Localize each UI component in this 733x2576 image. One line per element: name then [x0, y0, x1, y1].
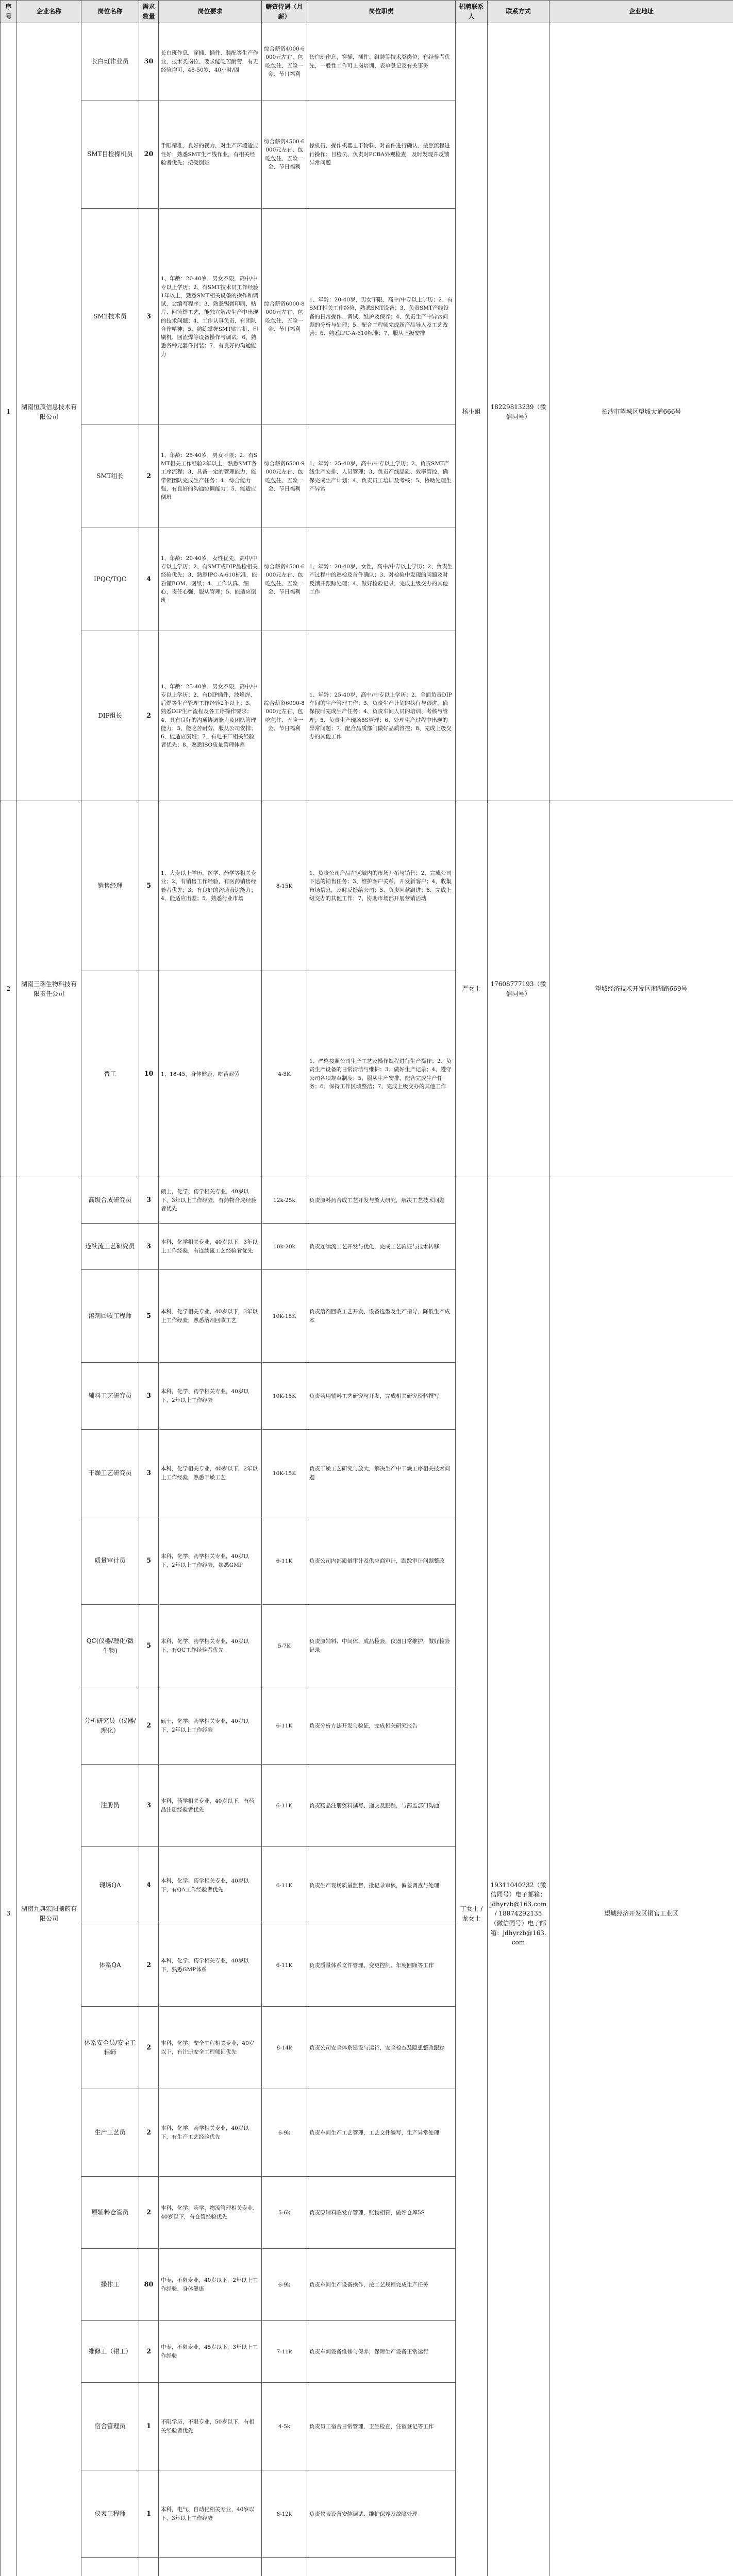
job-count: 1 — [139, 2383, 159, 2470]
job-position: 溶剂回收工程师 — [81, 1270, 139, 1363]
job-salary: 8-14k — [262, 2007, 307, 2089]
job-duties: 操机员、操作机器上下物料、对首件进行确认、按照流程进行操作；目检员、负责对PCBA外观检查，及时发现并反馈异常问题 — [307, 100, 456, 209]
company-contact: 丁女士 / 龙女士 — [456, 1177, 488, 2576]
job-count: 3 — [139, 209, 159, 425]
job-count: 4 — [139, 1847, 159, 1924]
table-row — [1, 1177, 733, 1224]
job-position: SMT组长 — [81, 425, 139, 528]
job-count: 10 — [139, 971, 159, 1177]
table-row — [1, 23, 733, 100]
job-count: 2 — [139, 2089, 159, 2177]
company-contact: 严女士 — [456, 801, 488, 1177]
job-count: 2 — [139, 2177, 159, 2249]
job-salary: 5-6k — [262, 2177, 307, 2249]
job-count: 80 — [139, 2249, 159, 2321]
job-position: 操作工 — [81, 2249, 139, 2321]
company-name: 湖南恒茂信息技术有限公司 — [17, 23, 81, 801]
job-duties: 负责分析方法开发与验证，完成相关研究报告 — [307, 1687, 456, 1765]
col-header-index: 序号 — [1, 1, 17, 23]
job-salary: 5-7K — [262, 1605, 307, 1687]
job-duties: 负责原料药合成工艺开发与放大研究，解决工艺技术问题 — [307, 1177, 456, 1224]
job-salary: 6-11K — [262, 1847, 307, 1924]
job-requirements: 不限学历，不限专业，50岁以下，有相关经验者优先 — [159, 2383, 262, 2470]
job-salary: 6-11K — [262, 1924, 307, 2007]
company-address: 望城经济技术开发区湘湖路669号 — [549, 801, 733, 1177]
job-position: 质量审计员 — [81, 1517, 139, 1605]
job-count: 2 — [139, 1924, 159, 2007]
col-header-salary: 薪资待遇（月薪） — [262, 1, 307, 23]
job-requirements: 本科，电气、自动化相关专业，40岁以下，3年以上工作经验 — [159, 2470, 262, 2558]
company-index: 2 — [1, 801, 17, 1177]
job-duties: 负责药用辅料工艺研究与开发，完成相关研究资料撰写 — [307, 1363, 456, 1430]
job-position: 销售经理 — [81, 801, 139, 971]
job-requirements: 本科，化学相关专业，40岁以下，2年以上工作经验，熟悉干燥工艺 — [159, 1430, 262, 1517]
job-position: 干燥工艺研究员 — [81, 1430, 139, 1517]
col-header-position: 岗位名称 — [81, 1, 139, 23]
job-salary: 综合薪资4500-6000元左右、包吃包住、五险一金、节日福利 — [262, 528, 307, 631]
job-duties: 负责生产现场质量监督，批记录审核，偏差调查与处理 — [307, 1847, 456, 1924]
job-count: 2 — [139, 631, 159, 801]
job-salary: 12k-25k — [262, 1177, 307, 1224]
job-salary — [262, 2558, 307, 2576]
job-duties: 负责原辅料收发存管理，账物相符，做好仓库5S — [307, 2177, 456, 2249]
job-salary: 10k-20k — [262, 1224, 307, 1270]
table-body — [1, 23, 733, 2576]
job-position — [81, 2558, 139, 2576]
job-position: QC(仪器/理化/微生物) — [81, 1605, 139, 1687]
company-phone: 17608777193（微信同号） — [488, 801, 549, 1177]
job-duties: 负责车间生产工艺管理，工艺文件编写，生产异常处理 — [307, 2089, 456, 2177]
job-salary: 4-5k — [262, 2383, 307, 2470]
job-requirements: 本科，化学、药学相关专业，40岁以下，有QA工作经验者优先 — [159, 1847, 262, 1924]
job-duties: 长白班作息，穿插、插件、组装等技术类岗位；有经验者优先，一般性工作可上岗培训、表单登记及有关事务 — [307, 23, 456, 100]
job-duties: 负责连续流工艺开发与优化，完成工艺验证与技术转移 — [307, 1224, 456, 1270]
job-position: 高级合成研究员 — [81, 1177, 139, 1224]
company-phone: 18229813239（微信同号） — [488, 23, 549, 801]
job-salary: 7-11k — [262, 2321, 307, 2383]
col-header-duties: 岗位职责 — [307, 1, 456, 23]
job-count: 2 — [139, 1687, 159, 1765]
job-position: 长白班作业员 — [81, 23, 139, 100]
job-position: 宿舍管理员 — [81, 2383, 139, 2470]
job-requirements: 本科，化学、药学相关专业，40岁以下，2年以上工作经验，熟悉GMP — [159, 1517, 262, 1605]
job-requirements: 本科，化学、药学相关专业，40岁以下，有QC工作经验者优先 — [159, 1605, 262, 1687]
job-position: 注册员 — [81, 1765, 139, 1847]
job-requirements: 本科，药学相关专业，40岁以下，有药品注册经验者优先 — [159, 1765, 262, 1847]
job-position: 体系QA — [81, 1924, 139, 2007]
company-address: 长沙市望城区望城大道666号 — [549, 23, 733, 801]
col-header-count: 需求数量 — [139, 1, 159, 23]
job-requirements — [159, 2558, 262, 2576]
job-duties: 负责原辅料、中间体、成品检验，仪器日常维护，做好检验记录 — [307, 1605, 456, 1687]
job-position: 体系安全员/安全工程师 — [81, 2007, 139, 2089]
job-requirements: 本科，化学相关专业，40岁以下，3年以上工作经验，有连续流工艺经验者优先 — [159, 1224, 262, 1270]
company-phone: 19311040232（微信同号）电子邮箱：jdhyrzb@163.com / 18874292135（微信同号）电子邮箱：jdhyrzb@163.com — [488, 1177, 549, 2576]
job-duties: 负责车间设备维修与保养，保障生产设备正常运行 — [307, 2321, 456, 2383]
col-header-company: 企业名称 — [17, 1, 81, 23]
job-requirements: 1、年龄：25-40岁，男女不限，高中/中专以上学历；2、有DIP插件、波峰焊、后焊等生产管理工作经验2年以上；3、熟悉DIP生产流程及各工序操作要求；4、具有良好的沟通协调能力及团队管理能力；5、能吃苦耐劳，服从公司安排；6、能适应倒班；7、有电子厂相关经验者优先；8、熟悉ISO质量管理体系 — [159, 631, 262, 801]
job-position: 原辅料仓管员 — [81, 2177, 139, 2249]
job-duties: 负责溶剂回收工艺开发、设备选型及生产指导，降低生产成本 — [307, 1270, 456, 1363]
company-contact: 杨小姐 — [456, 23, 488, 801]
job-duties: 1、年龄：20-40岁，女性，高中/中专以上学历；2、负责生产过程中的巡检及首件确认；3、对检验中发现的问题及时反馈并跟踪处理；4、做好检验记录，完成上级交办的其他工作 — [307, 528, 456, 631]
job-duties: 1、年龄：25-40岁，高中/中专以上学历；2、负责SMT产线生产安排、人员管理；3、负责产线品质、效率管控，确保完成生产计划；4、负责员工培训及考核；5、协助处理生产异常 — [307, 425, 456, 528]
job-requirements: 中专，不限专业，40岁以下，2年以上工作经验，身体健康 — [159, 2249, 262, 2321]
job-requirements: 硕士，化学、药学相关专业，40岁以下，2年以上工作经验 — [159, 1687, 262, 1765]
job-duties: 负责公司安全体系建设与运行，安全检查及隐患整改跟踪 — [307, 2007, 456, 2089]
job-duties: 1、年龄：20-40岁，男女不限、高中/中专以上学历；2、有SMT相关工作经验，熟悉SMT设备；3、负责SMT产线设备的日常操作、调试、维护及保养；4、负责生产中异常问题的分析与处理；5、配合工程师完成新产品导入及工艺改善；6、熟悉IPC-A-610标准；7、服从上级安排 — [307, 209, 456, 425]
job-position: 辅料工艺研究员 — [81, 1363, 139, 1430]
job-count: 1 — [139, 2470, 159, 2558]
job-count: 2 — [139, 425, 159, 528]
job-requirements: 本科，化学、安全工程相关专业，40岁以下，有注册安全工程师证优先 — [159, 2007, 262, 2089]
job-duties: 1、严格按照公司生产工艺及操作规程进行生产操作；2、负责生产设备的日常清洁与维护；3、做好生产记录；4、遵守公司各项规章制度；5、服从生产安排，配合完成生产任务；6、保持工作区域整洁；7、完成上级交办的其他工作 — [307, 971, 456, 1177]
job-duties: 1、负责公司产品在区域内的市场开拓与销售；2、完成公司下达的销售任务；3、维护客户关系，开发新客户；4、收集市场信息，及时反馈给公司；5、负责回款跟进；6、完成上级交办的其他工作；7、协助市场部开展营销活动 — [307, 801, 456, 971]
job-duties: 负责车间生产设备操作，按工艺规程完成生产任务 — [307, 2249, 456, 2321]
job-position: 分析研究员（仪器/理化） — [81, 1687, 139, 1765]
job-position: 普工 — [81, 971, 139, 1177]
job-position: SMT技术员 — [81, 209, 139, 425]
job-salary: 6-11K — [262, 1687, 307, 1765]
job-requirements: 手眼精准，良好的视力，对生产环境适应性好；熟悉SMT生产线作业，有相关经验者优先；接受倒班 — [159, 100, 262, 209]
job-salary: 综合薪资6000-8000元左右、包吃包住、五险一金、节日福利 — [262, 209, 307, 425]
job-duties: 负责公司内部质量审计及供应商审计，跟踪审计问题整改 — [307, 1517, 456, 1605]
job-count: 5 — [139, 1270, 159, 1363]
job-duties: 负责质量体系文件管理、变更控制、年度回顾等工作 — [307, 1924, 456, 2007]
job-position: SMT目检操机员 — [81, 100, 139, 209]
job-requirements: 硕士，化学、药学相关专业，40岁以下，3年以上工作经验，有药物合成经验者优先 — [159, 1177, 262, 1224]
job-salary: 6-9k — [262, 2249, 307, 2321]
job-count: 3 — [139, 1363, 159, 1430]
job-count: 4 — [139, 528, 159, 631]
job-count: 30 — [139, 23, 159, 100]
job-position: 连续流工艺研究员 — [81, 1224, 139, 1270]
job-salary: 8-15K — [262, 801, 307, 971]
job-salary: 6-9k — [262, 2089, 307, 2177]
table-row — [1, 801, 733, 971]
job-requirements: 本科，化学、药学相关专业，40岁以下，熟悉GMP体系 — [159, 1924, 262, 2007]
job-requirements: 本科，化学、药学相关专业，40岁以下，2年以上工作经验 — [159, 1363, 262, 1430]
job-requirements: 长白班作息，穿插、插件、装配等生产作业，技术类岗位、要求能吃苦耐劳，有无经验均可，48-50岁，40小时/周 — [159, 23, 262, 100]
job-duties: 1、年龄：25-40岁，高中/中专以上学历；2、全面负责DIP车间的生产管理工作；3、负责生产计划的执行与跟进，确保按时完成生产任务；4、负责车间人员的培训、考核与管理；5、负责生产现场5S管理；6、处理生产过程中出现的异常问题；7、配合品质部门做好品质管控；8、完成上级交办的其他工作 — [307, 631, 456, 801]
job-count: 5 — [139, 1517, 159, 1605]
job-requirements: 1、年龄：25-40岁，男女不限；2、有SMT相关工作经验2年以上，熟悉SMT各工序流程；3、具备一定的管理能力，能带领团队完成生产任务；4、综合能力强，有良好的沟通协调能力；5、能适应倒班 — [159, 425, 262, 528]
job-position: 生产工艺员 — [81, 2089, 139, 2177]
job-salary: 10K-15K — [262, 1363, 307, 1430]
job-salary: 10K-15K — [262, 1270, 307, 1363]
job-count: 3 — [139, 1177, 159, 1224]
job-duties: 负责干燥工艺研究与放大，解决生产中干燥工序相关技术问题 — [307, 1430, 456, 1517]
job-duties — [307, 2558, 456, 2576]
job-salary: 综合薪资4000-6000元左右、包吃包住、五险一金、节日福利 — [262, 23, 307, 100]
job-salary: 综合薪资4500-6000元左右、包吃包住、五险一金、节日福利 — [262, 100, 307, 209]
job-requirements: 1、18-45，身体健康，吃苦耐劳 — [159, 971, 262, 1177]
job-requirements: 中专，不限专业，45岁以下，3年以上工作经验 — [159, 2321, 262, 2383]
job-position: DIP组长 — [81, 631, 139, 801]
job-count: 2 — [139, 2321, 159, 2383]
job-count: 3 — [139, 1430, 159, 1517]
col-header-address: 企业地址 — [549, 1, 733, 23]
job-salary: 4-5K — [262, 971, 307, 1177]
company-address: 望城经济开发区铜官工业区 — [549, 1177, 733, 2576]
header-row — [1, 1, 733, 23]
job-salary: 10K-15K — [262, 1430, 307, 1517]
job-count: 3 — [139, 1765, 159, 1847]
job-requirements: 本科，化学、药学相关专业，40岁以下，有生产工艺经验优先 — [159, 2089, 262, 2177]
company-index: 1 — [1, 23, 17, 801]
job-salary: 6-11K — [262, 1517, 307, 1605]
job-requirements: 1、大专以上学历，医学、药学等相关专业；2、有销售工作经验，有医药销售经验者优先；3、有良好的沟通表达能力；4、能适应出差；5、熟悉行业市场 — [159, 801, 262, 971]
job-requirements: 本科，化学相关专业，40岁以下，3年以上工作经验，熟悉溶剂回收工艺 — [159, 1270, 262, 1363]
job-count: 5 — [139, 801, 159, 971]
job-position: 维修工（钳工） — [81, 2321, 139, 2383]
job-count: 5 — [139, 1605, 159, 1687]
job-count — [139, 2558, 159, 2576]
job-position: IPQC/TQC — [81, 528, 139, 631]
job-duties: 负责员工宿舍日常管理，卫生检查，住宿登记等工作 — [307, 2383, 456, 2470]
job-requirements: 1、年龄：20-40岁，女性优先，高中/中专以上学历；2、有SMT或DIP品检相关经验优先；3、熟悉IPC-A-610标准，能看懂BOM、图纸；4、工作认真、细心，责任心强，服从管理；5、能适应倒班 — [159, 528, 262, 631]
job-salary: 综合薪资6500-9000元左右、包吃包住、五险一金、节日福利 — [262, 425, 307, 528]
job-count: 20 — [139, 100, 159, 209]
company-index: 3 — [1, 1177, 17, 2576]
col-header-requirements: 岗位要求 — [159, 1, 262, 23]
job-salary: 8-12k — [262, 2470, 307, 2558]
col-header-contact: 招聘联系人 — [456, 1, 488, 23]
company-name: 湖南九典宏阳制药有限公司 — [17, 1177, 81, 2576]
job-position: 现场QA — [81, 1847, 139, 1924]
job-count: 3 — [139, 1224, 159, 1270]
job-duties: 负责仪表设备安装调试、维护保养及故障处理 — [307, 2470, 456, 2558]
job-position: 仪表工程师 — [81, 2470, 139, 2558]
job-salary: 6-11K — [262, 1765, 307, 1847]
company-name: 湖南三瑞生物科技有限责任公司 — [17, 801, 81, 1177]
job-duties: 负责药品注册资料撰写、递交及跟踪，与药监部门沟通 — [307, 1765, 456, 1847]
col-header-phone: 联系方式 — [488, 1, 549, 23]
job-salary: 综合薪资6000-8000元左右、包吃包住、五险一金、节日福利 — [262, 631, 307, 801]
job-count: 2 — [139, 2007, 159, 2089]
job-requirements: 本科，化学、药学、物流管理相关专业，40岁以下，有仓管经验优先 — [159, 2177, 262, 2249]
job-requirements: 1、年龄：20-40岁，男女不限，高中/中专以上学历；2、有SMT技术员工作经验1年以上，熟悉SMT相关设备的操作和调试，会编写程序；3、熟悉锡膏印刷、贴片、回流焊工艺，能独立解决生产中出现的技术问题；4、工作认真负责，有团队合作精神；5、熟练掌握SMT贴片机、印刷机、回流焊等设备操作与调试；6、熟悉各种元器件封装；7、有良好的沟通能力 — [159, 209, 262, 425]
